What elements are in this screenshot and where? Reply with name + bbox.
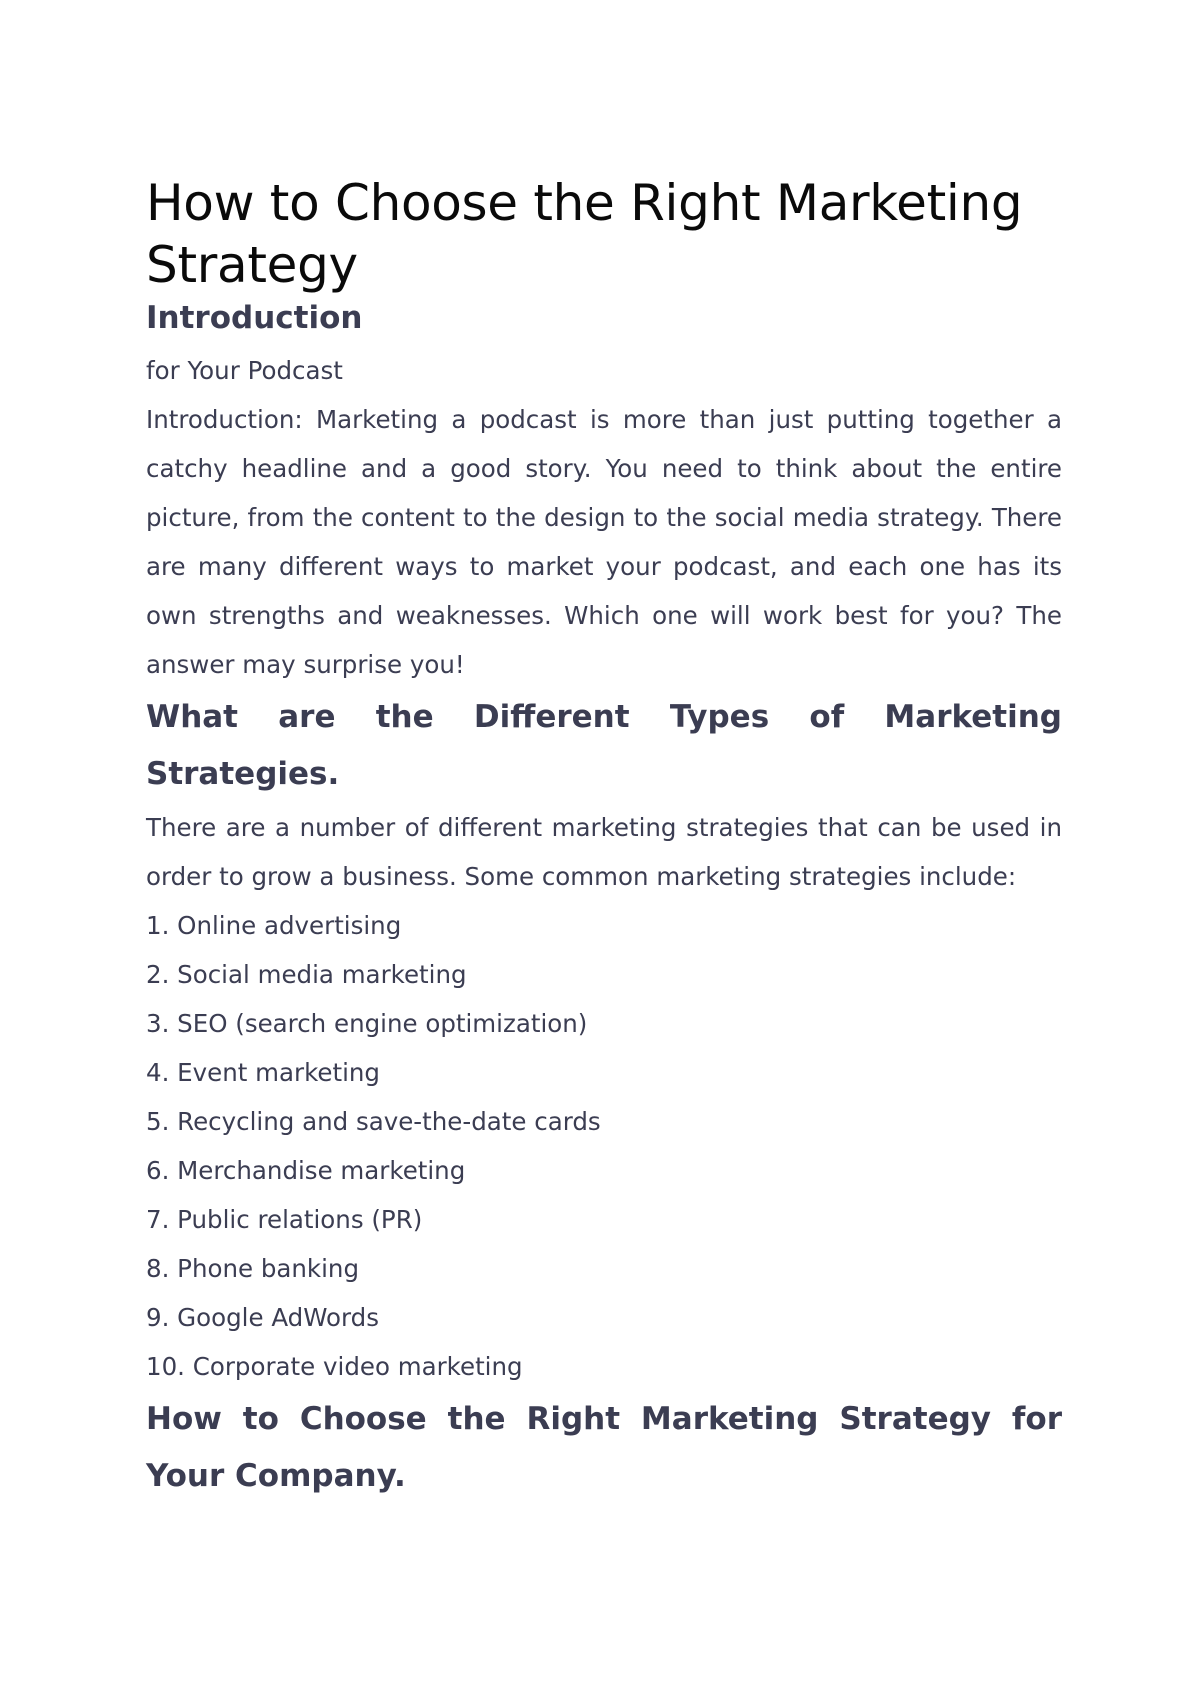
list-item: 3. SEO (search engine optimization) — [146, 1009, 588, 1038]
list-item: 2. Social media marketing — [146, 960, 467, 989]
section-heading-types: What are the Different Types of Marketing Strategies. — [146, 699, 1062, 792]
list-item: 6. Merchandise marketing — [146, 1156, 466, 1185]
document-title: How to Choose the Right Marketing Strategy — [146, 174, 1023, 294]
document-page — [146, 172, 1062, 1505]
list-item: 8. Phone banking — [146, 1254, 360, 1283]
intro-paragraph: Introduction: Marketing a podcast is more than just putting together a catchy headline and a good story. You need to think about the entire picture, from the content to the design to the social media strategy. There are many different ways to market your podcast, and each one has its own strengths and weaknesses. Which one will work best for you? The answer may surprise you! — [146, 405, 1062, 679]
list-item: 1. Online advertising — [146, 911, 402, 940]
list-item: 10. Corporate video marketing — [146, 1352, 523, 1381]
section-heading-choose: How to Choose the Right Marketing Strategy for Your Company. — [146, 1401, 1062, 1494]
list-item: 4. Event marketing — [146, 1058, 380, 1087]
list-item: 7. Public relations (PR) — [146, 1205, 423, 1234]
list-item: 5. Recycling and save-the-date cards — [146, 1107, 601, 1136]
strategy-list — [146, 901, 1062, 1391]
section-heading-introduction: Introduction — [146, 300, 363, 336]
types-paragraph: There are a number of different marketing strategies that can be used in order to grow a business. Some common marketing strategies include: — [146, 813, 1062, 891]
section-subtitle: for Your Podcast — [146, 356, 343, 385]
list-item: 9. Google AdWords — [146, 1303, 379, 1332]
